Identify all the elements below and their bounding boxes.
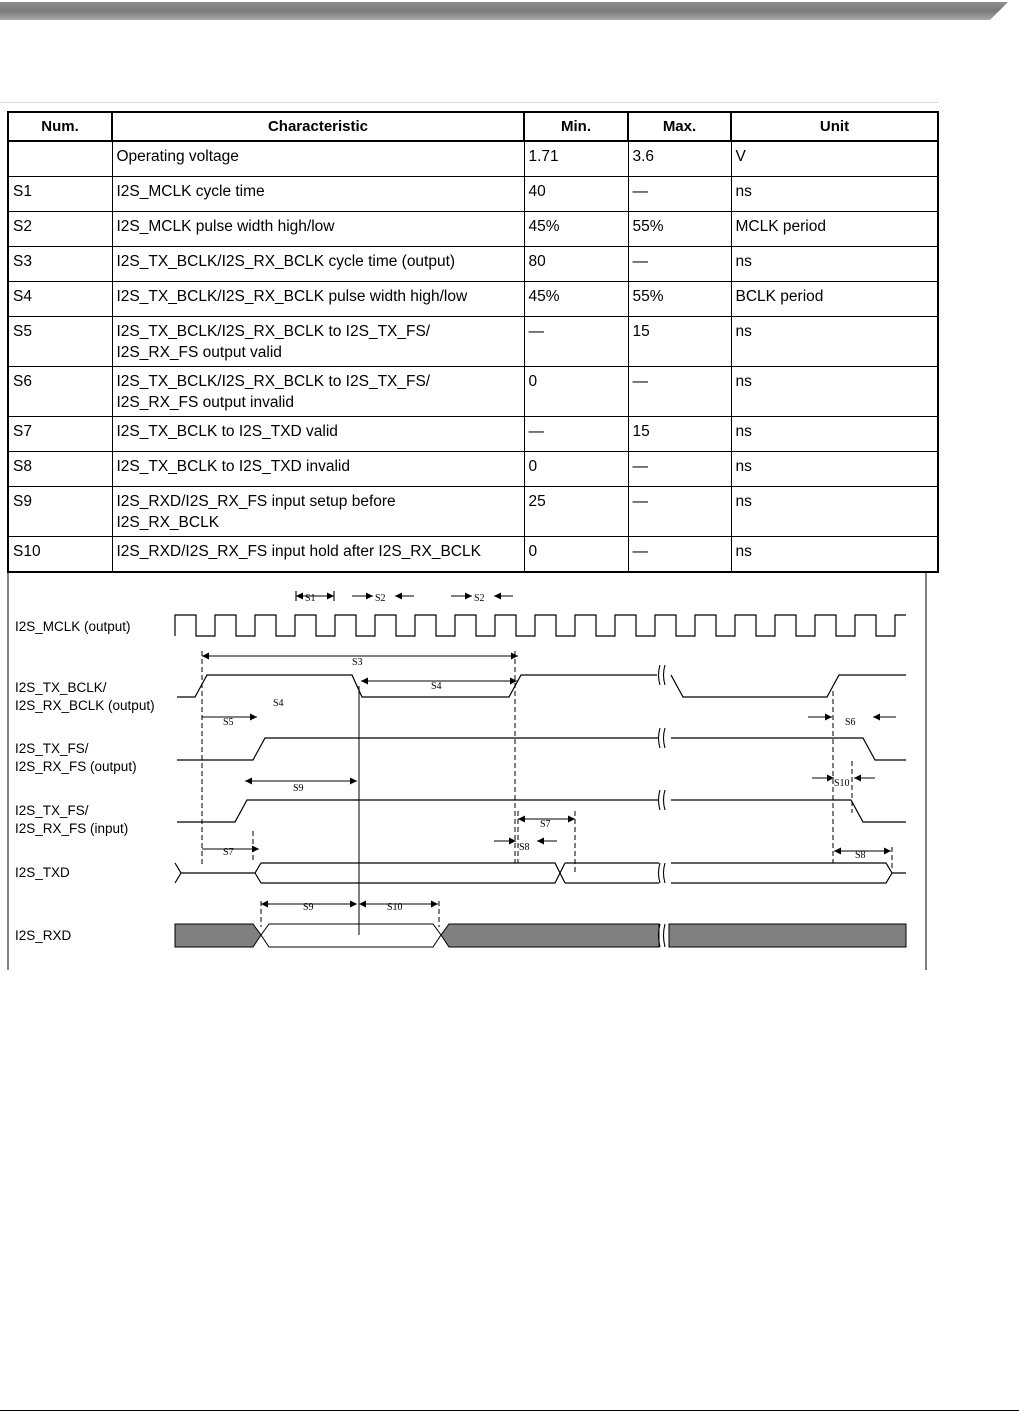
cell-characteristic: I2S_MCLK cycle time — [112, 177, 524, 212]
timing-arrows — [202, 591, 896, 904]
cell-max: — — [628, 537, 731, 573]
table-row — [8, 452, 938, 487]
table-row — [8, 247, 938, 282]
label-fs-out-line2: I2S_RX_FS (output) — [15, 759, 137, 774]
cell-characteristic: I2S_TX_BCLK/I2S_RX_BCLK cycle time (output) — [112, 247, 524, 282]
timing-spec-table — [7, 111, 939, 573]
table-row — [8, 367, 938, 417]
i2s-timing-diagram — [7, 571, 927, 970]
col-header-min: Min. — [524, 112, 628, 141]
label-bclk-line2: I2S_RX_BCLK (output) — [15, 698, 155, 713]
cell-unit: ns — [731, 367, 938, 417]
cell-min: 0 — [524, 537, 628, 573]
timing-label-s7-txd: S7 — [223, 847, 234, 858]
cell-unit: MCLK period — [731, 212, 938, 247]
label-fs-in-line2: I2S_RX_FS (input) — [15, 821, 129, 836]
cell-min: — — [524, 317, 628, 367]
cell-min: 1.71 — [524, 141, 628, 177]
cell-characteristic: I2S_TX_BCLK to I2S_TXD invalid — [112, 452, 524, 487]
cell-min: 0 — [524, 452, 628, 487]
cell-num: S2 — [8, 212, 112, 247]
cell-characteristic: I2S_TX_BCLK to I2S_TXD valid — [112, 417, 524, 452]
cell-characteristic: I2S_RXD/I2S_RX_FS input hold after I2S_RX_BCLK — [112, 537, 524, 573]
cell-unit: ns — [731, 247, 938, 282]
table-row — [8, 317, 938, 367]
rxd-waveform — [175, 924, 906, 947]
cell-max: — — [628, 247, 731, 282]
table-row — [8, 487, 938, 537]
label-fs-in-line1: I2S_TX_FS/ — [15, 803, 89, 818]
top-rule — [0, 102, 938, 103]
cell-min: 80 — [524, 247, 628, 282]
label-bclk-line1: I2S_TX_BCLK/ — [15, 680, 107, 695]
table-row — [8, 212, 938, 247]
cell-max: — — [628, 367, 731, 417]
cell-min: 40 — [524, 177, 628, 212]
cell-num: S3 — [8, 247, 112, 282]
timing-label-s9-rxd: S9 — [303, 902, 314, 913]
cell-min: 25 — [524, 487, 628, 537]
mclk-waveform — [175, 615, 906, 636]
table-row — [8, 141, 938, 177]
cell-max: 55% — [628, 282, 731, 317]
time-break-marks — [659, 665, 666, 947]
cell-max: 55% — [628, 212, 731, 247]
timing-label-s8-txd: S8 — [855, 850, 866, 861]
footer-rule — [0, 1410, 1019, 1411]
timing-label-s2-second: S2 — [474, 593, 485, 604]
cell-unit: ns — [731, 452, 938, 487]
cell-characteristic: I2S_TX_BCLK/I2S_RX_BCLK to I2S_TX_FS/ I2S_RX_FS output invalid — [112, 367, 524, 417]
timing-label-s10-rxd: S10 — [387, 902, 403, 913]
cell-max: — — [628, 177, 731, 212]
timing-label-s1: S1 — [305, 593, 316, 604]
cell-min: 45% — [524, 282, 628, 317]
label-fs-out-line1: I2S_TX_FS/ — [15, 741, 89, 756]
cell-min: 0 — [524, 367, 628, 417]
table-header-row — [8, 112, 938, 141]
table-row — [8, 537, 938, 573]
cell-num — [8, 141, 112, 177]
table-row — [8, 417, 938, 452]
cell-num: S10 — [8, 537, 112, 573]
cell-num: S9 — [8, 487, 112, 537]
fs-output-waveform — [177, 738, 906, 760]
cell-unit: ns — [731, 417, 938, 452]
cell-characteristic: I2S_RXD/I2S_RX_FS input setup before I2S_RX_BCLK — [112, 487, 524, 537]
col-header-max: Max. — [628, 112, 731, 141]
txd-waveform — [175, 863, 906, 883]
timing-label-s2-first: S2 — [375, 593, 386, 604]
bclk-waveform — [177, 675, 906, 697]
cell-max: 15 — [628, 417, 731, 452]
timing-label-s3: S3 — [352, 657, 363, 668]
label-mclk: I2S_MCLK (output) — [15, 619, 131, 634]
diagram-frame — [8, 572, 926, 970]
timing-labels — [223, 593, 866, 913]
cell-unit: ns — [731, 487, 938, 537]
header-bar — [0, 0, 1019, 22]
timing-label-s4-high: S4 — [431, 681, 442, 692]
label-txd: I2S_TXD — [15, 865, 70, 880]
col-header-characteristic: Characteristic — [112, 112, 524, 141]
cell-unit: ns — [731, 177, 938, 212]
cell-num: S8 — [8, 452, 112, 487]
cell-max: — — [628, 452, 731, 487]
timing-label-s7-bclk: S7 — [540, 819, 551, 830]
cell-characteristic: I2S_MCLK pulse width high/low — [112, 212, 524, 247]
cell-num: S7 — [8, 417, 112, 452]
cell-max: 15 — [628, 317, 731, 367]
col-header-unit: Unit — [731, 112, 938, 141]
cell-unit: V — [731, 141, 938, 177]
cell-unit: ns — [731, 537, 938, 573]
cell-num: S1 — [8, 177, 112, 212]
cell-num: S5 — [8, 317, 112, 367]
label-rxd: I2S_RXD — [15, 928, 72, 943]
cell-unit: BCLK period — [731, 282, 938, 317]
col-header-num: Num. — [8, 112, 112, 141]
cell-min: — — [524, 417, 628, 452]
cell-unit: ns — [731, 317, 938, 367]
cell-characteristic: I2S_TX_BCLK/I2S_RX_BCLK to I2S_TX_FS/ I2S_RX_FS output valid — [112, 317, 524, 367]
table-row — [8, 177, 938, 212]
reference-lines — [202, 651, 892, 935]
cell-min: 45% — [524, 212, 628, 247]
timing-label-s8-bclk: S8 — [519, 842, 530, 853]
timing-label-s4-low: S4 — [273, 698, 284, 709]
timing-label-s10-fs: S10 — [834, 778, 850, 789]
cell-characteristic: I2S_TX_BCLK/I2S_RX_BCLK pulse width high/low — [112, 282, 524, 317]
cell-characteristic: Operating voltage — [112, 141, 524, 177]
signal-labels — [15, 619, 155, 943]
cell-max: 3.6 — [628, 141, 731, 177]
cell-num: S4 — [8, 282, 112, 317]
table-row — [8, 282, 938, 317]
timing-label-s9-fs: S9 — [293, 783, 304, 794]
timing-label-s5: S5 — [223, 717, 234, 728]
cell-num: S6 — [8, 367, 112, 417]
cell-max: — — [628, 487, 731, 537]
timing-label-s6: S6 — [845, 717, 856, 728]
